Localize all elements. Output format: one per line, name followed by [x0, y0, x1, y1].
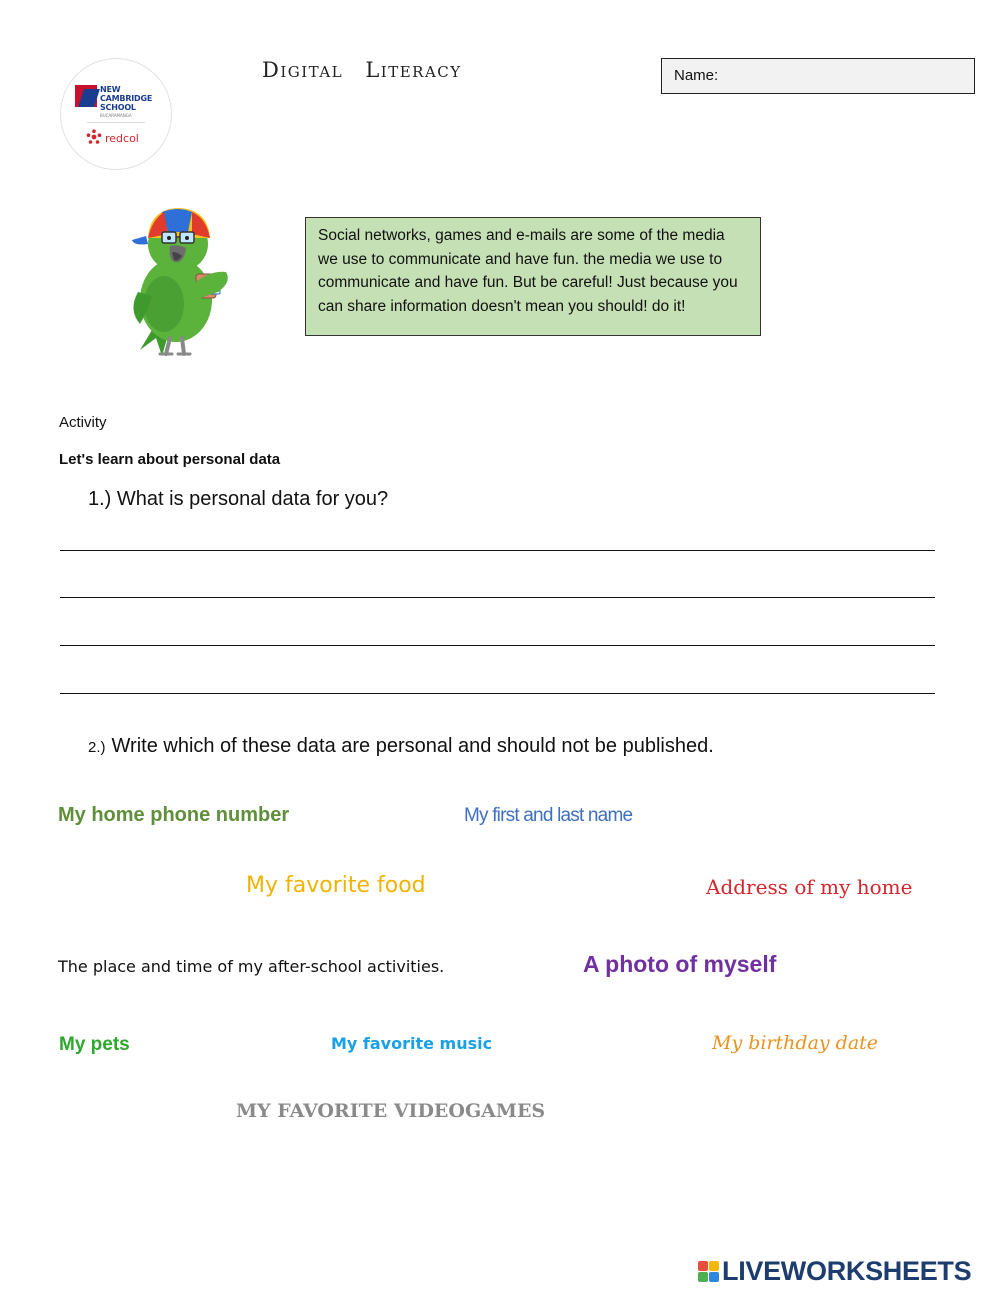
data-item-after-school[interactable]: The place and time of my after-school activities. [58, 957, 445, 976]
data-item-videogames[interactable]: MY FAVORITE VIDEOGAMES [236, 1100, 546, 1122]
liveworksheets-blocks-icon [698, 1261, 719, 1282]
name-field[interactable] [661, 58, 975, 94]
data-item-full-name[interactable]: My first and last name [464, 805, 633, 826]
data-item-favorite-music[interactable]: My favorite music [331, 1034, 493, 1053]
logo-text-cambridge: CAMBRIDGE [100, 94, 153, 103]
question-2-text: Write which of these data are personal and should not be published. [111, 735, 714, 757]
data-item-photo[interactable]: A photo of myself [583, 951, 777, 977]
liveworksheets-logo [698, 1254, 971, 1288]
data-item-birthday[interactable]: My birthday date [712, 1032, 879, 1054]
logo-subtitle: BUCARAMANGA [100, 113, 132, 118]
answer-line-1[interactable] [60, 550, 935, 551]
activity-subtitle: Let's learn about personal data [59, 451, 281, 468]
activity-label: Activity [59, 414, 107, 431]
answer-line-2[interactable] [60, 597, 935, 598]
page-title: Digital Literacy [262, 58, 462, 82]
logo-text-school: SCHOOL [100, 103, 136, 112]
data-item-home-phone[interactable]: My home phone number [58, 804, 290, 826]
answer-line-3[interactable] [60, 645, 935, 646]
data-item-favorite-food[interactable]: My favorite food [246, 873, 426, 898]
school-logo-mark-icon [75, 85, 97, 107]
question-2-number: 2.) [88, 739, 106, 756]
question-1: 1.) What is personal data for you? [88, 488, 389, 510]
data-item-home-address[interactable]: Address of my home [706, 875, 913, 899]
logo-divider [87, 122, 145, 123]
info-text-box: Social networks, games and e-mails are some of the media we use to communicate and have fun. the media we use to communicate and have fun. But be careful! Just because you can share information doesn't mean you should! do it! [305, 217, 761, 336]
name-label: Name: [674, 67, 719, 84]
school-logo [60, 58, 172, 170]
answer-line-4[interactable] [60, 693, 935, 694]
liveworksheets-brand: LIVEWORKSHEETS [722, 1255, 972, 1286]
data-item-pets[interactable]: My pets [59, 1034, 130, 1055]
redcol-label: redcol [105, 132, 139, 145]
parrot-mascot-illustration [118, 200, 248, 360]
question-2 [88, 735, 714, 758]
redcol-star-icon [86, 129, 102, 145]
logo-text-new: NEW [100, 85, 121, 94]
